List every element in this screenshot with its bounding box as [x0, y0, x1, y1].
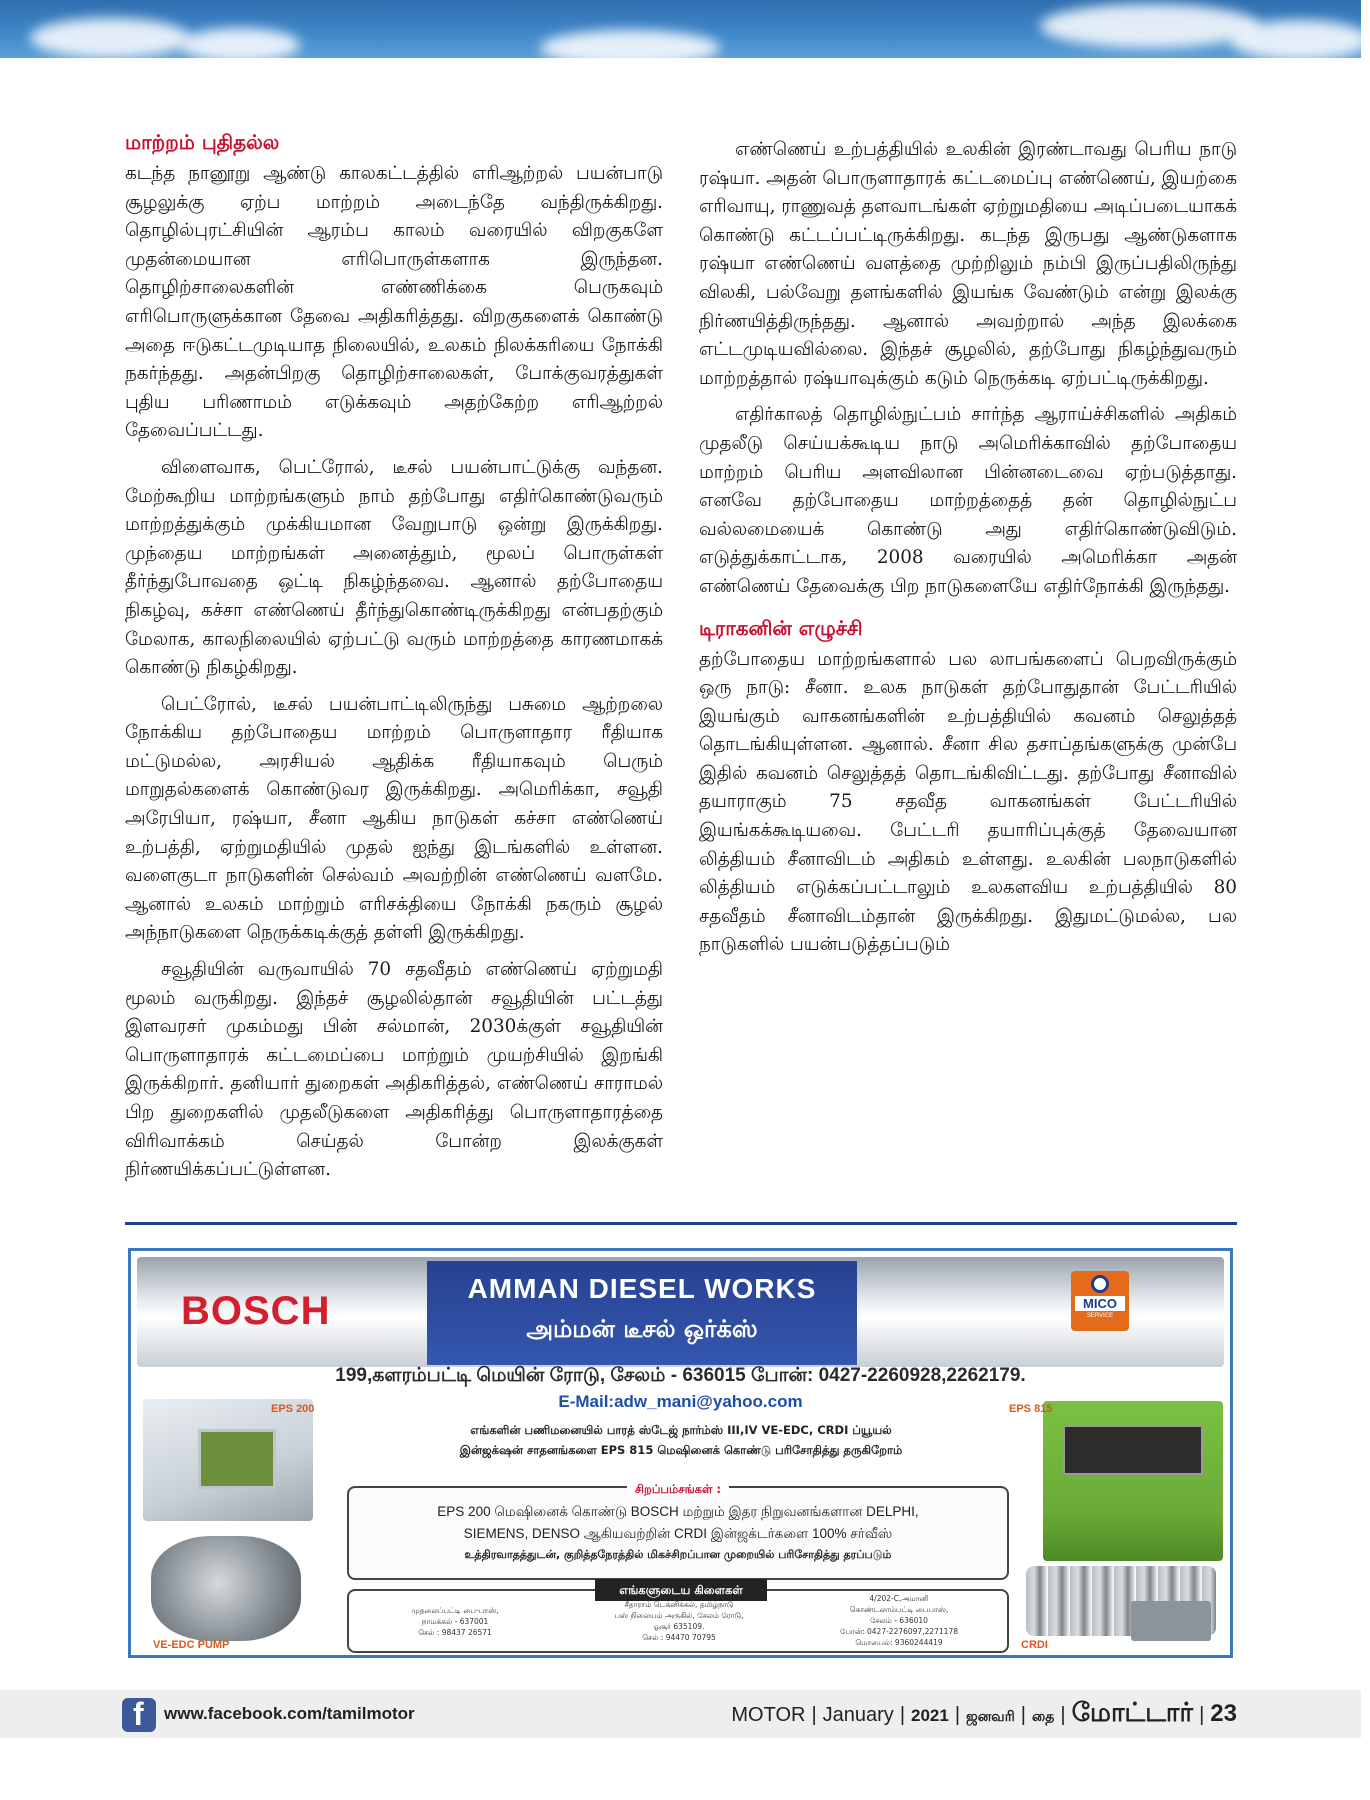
- page-folio: MOTOR | January | 2021 | ஜனவரி | தை | மோட்டார் | 23: [731, 1698, 1237, 1728]
- eps815-label: EPS 815: [1009, 1403, 1053, 1415]
- bosch-logo: BOSCH: [181, 1289, 331, 1333]
- eps200-machine-image: [143, 1399, 313, 1521]
- ad-address: 199,களரம்பட்டி மெயின் ரோடு, சேலம் - 636015 போன்: 0427-2260928,2262179.: [335, 1365, 1026, 1386]
- article-column-right: [699, 128, 1237, 960]
- paragraph: தற்போதைய மாற்றங்களால் பல லாபங்களைப் பெறவிருக்கும் ஒரு நாடு: சீனா. உலக நாடுகள் தற்போதுதான் பேட்டரியில் இயங்கும் வாகனங்களின் உற்பத்தியில் கவனம் செலுத்தத் தொடங்கியுள்ளன. ஆனால். சீனா சில தசாப்தங்களுக்கு முன்பே இதில் கவனம் செலுத்தத் தொடங்கிவிட்டது. தற்போது சீனாவில் தயாராகும் 75 சதவீத வாகனங்கள் பேட்டரியில் இயங்கக்கூடியவை. பேட்டரி தயாரிப்புக்குத் தேவையான லித்தியம் சீனாவிடம் அதிகம் உள்ளது. உலகின் பலநாடுகளில் லித்தியம் எடுக்கப்பட்டாலும் உலகளவிய உற்பத்தியில் 80 சதவீதம் சீனாவிடம்தான் இருக்கிறது. இதுமட்டுமல்ல, பல நாடுகளில் பயன்படுத்தப்படும்: [699, 648, 1237, 956]
- features-box: [347, 1482, 1009, 1580]
- paragraph: விளைவாக, பெட்ரோல், டீசல் பயன்பாட்டுக்கு வந்தன. மேற்கூறிய மாற்றங்களும் நாம் தற்போது எதிர்கொண்டுவரும் மாற்றத்துக்கும் முக்கியமான வேறுபாடு ஒன்று இருக்கிறது. முந்தைய மாற்றங்கள் அனைத்தும், மூலப் பொருள்கள் தீர்ந்துபோவதை ஒட்டி நிகழ்ந்தவை. ஆனால் தற்போதைய நிகழ்வு, கச்சா எண்ணெய் தீர்ந்துகொண்டிருக்கிறது என்பதற்கும் மேலாக, காலநிலையில் ஏற்பட்டு வரும் மாற்றத்தை காரணமாகக் கொண்டு நிகழ்கிறது.: [125, 456, 663, 679]
- ad-service-line: இன்ஜக்‌ஷன் சாதனங்களை EPS 815 மெஷினைக் கொண்டு பரிசோதித்து தருகிறோம்: [459, 1443, 903, 1457]
- paragraph: எதிர்காலத் தொழில்நுட்பம் சார்ந்த ஆராய்ச்சிகளில் அதிகம் முதலீடு செய்யக்கூடிய நாடு அமெரிக்காவில் தற்போதைய மாற்றம் பெரிய அளவிலான பின்னடைவை ஏற்படுத்தாது. எனவே தற்போதைய மாற்றத்தைத் தன் தொழில்நுட்ப வல்லமையைக் கொண்டு அது எதிர்கொண்டுவிடும். எடுத்துக்காட்டாக, 2008 வரையில் அமெரிக்கா அதன் எண்ணெய் தேவைக்கு பிற நாடுகளையே எதிர்நோக்கி இருந்தது.: [699, 404, 1237, 597]
- branch-namakkal: முதலைப்பட்டி பை-பாஸ், நாமக்கல் - 637001 செல் : 98437 26571: [411, 1606, 499, 1637]
- magazine-name: MOTOR: [731, 1704, 806, 1726]
- paragraph: பெட்ரோல், டீசல் பயன்பாட்டிலிருந்து பசுமை ஆற்றலை நோக்கிய தற்போதைய மாற்றம் பொருளாதார ரீதியாக மட்டுமல்ல, அரசியல் ஆதிக்க ரீதியாகவும் பெரும் மாறுதல்களைக் கொண்டுவர இருக்கிறது. அமெரிக்கா, சவூதி அரேபியா, ரஷ்யா, சீனா ஆகிய நாடுகள் கச்சா எண்ணெய் உற்பத்தி, ஏற்றுமதியில் முதல் ஐந்து இடங்களில் உள்ளன. வளைகுடா நாடுகளின் செல்வம் அவற்றின் எண்ணெய் வளமே. ஆனால் உலகம் மாற்றும் எரிசக்தியை நோக்கி நகரும் சூழல் அந்நாடுகளை நெருக்கடிக்குத் தள்ளி இருக்கிறது.: [125, 693, 663, 944]
- facebook-link[interactable]: www.facebook.com/tamilmotor: [164, 1704, 415, 1723]
- advertisement: [128, 1248, 1233, 1658]
- features-title: சிறப்பம்சங்கள் :: [627, 1482, 729, 1496]
- magazine-brand-ta: மோட்டார்: [1071, 1698, 1194, 1728]
- ad-email: E-Mail:adw_mani@yahoo.com: [558, 1392, 803, 1411]
- tamil-month: தை: [1031, 1709, 1055, 1725]
- branches-title: எங்களுடைய கிளைகள்: [595, 1579, 767, 1601]
- company-name-en: AMMAN DIESEL WORKS: [467, 1273, 817, 1304]
- ve-edc-label: VE-EDC PUMP: [153, 1639, 230, 1651]
- branches-box: [347, 1583, 1009, 1653]
- feature-line: உத்திரவாதத்துடன், குறித்தநேரத்தில் மிகச்சிறப்பான முறையில் பரிசோதித்து தரப்படும்: [464, 1548, 892, 1561]
- paragraph: கடந்த நானூறு ஆண்டு காலகட்டத்தில் எரிஆற்றல் பயன்பாடு சூழலுக்கு ஏற்ப மாற்றம் அடைந்தே வந்திருக்கிறது. தொழில்புரட்சியின் ஆரம்ப காலம் வரையில் விறகுகளே முதன்மையான எரிபொருள்களாக இருந்தன. தொழிற்சாலைகளின் எண்ணிக்கை பெருகவும் எரிபொருளுக்கான தேவை அதிகரித்தது. விறகுகளைக் கொண்டு அதை ஈடுகட்டமுடியாத நிலையில், உலகம் நிலக்கரியை நோக்கி நகர்ந்தது. அதன்பிறகு தொழிற்சாலைகள், போக்குவரத்துகள் புதிய பரிணாமம் எடுக்கவும் அதற்கேற்ற எரிஆற்றல் தேவைப்பட்டது.: [125, 163, 663, 442]
- feature-line: SIEMENS, DENSO ஆகியவற்றின் CRDI இன்ஜக்டர்களை 100% சர்வீஸ்: [463, 1526, 893, 1541]
- mico-ring-icon: [1091, 1275, 1109, 1293]
- eps200-label: EPS 200: [271, 1403, 315, 1415]
- divider-rule: [125, 1222, 1237, 1225]
- paragraph: எண்ணெய் உற்பத்தியில் உலகின் இரண்டாவது பெரிய நாடு ரஷ்யா. அதன் பொருளாதாரக் கட்டமைப்பு எண்ணெய், இயற்கை எரிவாயு, ராணுவத் தளவாடங்கள் ஏற்றுமதியை அடிப்படையாகக் கொண்டு கட்டப்பட்டிருக்கிறது. கடந்த இருபது ஆண்டுகளாக ரஷ்யா எண்ணெய் வளத்தை முற்றிலும் நம்பி இருப்பதிலிருந்து விலகி, பல்வேறு தளங்களில் இயங்க வேண்டும் என்று இலக்கு நிர்ணயித்திருந்தது. ஆனால் அவற்றால் அந்த இலக்கை எட்டமுடியவில்லை. இந்தச் சூழலில், தற்போது நிகழ்ந்துவரும் மாற்றத்தால் ரஷ்யாவுக்கும் கடும் நெருக்கடி ஏற்பட்டிருக்கிறது.: [699, 139, 1237, 389]
- branch-hosur: சீதாராம் டெக்னிக்கல், தமிழ்நாடு பஸ் நிலையம் அருகில், சேலம் ரோடு, ஓசூர் 635109. செல் : 94470 70795: [614, 1600, 744, 1642]
- mico-logo: [1071, 1271, 1129, 1331]
- section-heading: மாற்றம் புதிதல்ல: [125, 130, 280, 154]
- mico-logo-sub: SERVICE: [1086, 1313, 1114, 1319]
- issue-month: January: [822, 1704, 894, 1726]
- header-sky-banner: [0, 0, 1361, 58]
- ecu-image: [1131, 1601, 1211, 1641]
- issue-month-ta: ஜனவரி: [966, 1709, 1015, 1725]
- company-name-ta: அம்மன் டீசல் ஒர்க்ஸ்: [526, 1315, 758, 1343]
- eps815-machine-image: [1043, 1401, 1223, 1561]
- page-number: 23: [1210, 1700, 1237, 1727]
- paragraph: சவூதியின் வருவாயில் 70 சதவீதம் எண்ணெய் ஏற்றுமதி மூலம் வருகிறது. இந்தச் சூழலில்தான் சவூதியின் பட்டத்து இளவரசர் முகம்மது பின் சல்மான், 2030க்குள் சவூதியின் பொருளாதாரக் கட்டமைப்பை மாற்றும் முயற்சியில் இறங்கி இருக்கிறார். தனியார் துறைகள் அதிகரித்தல், எண்ணெய் சாராமல் பிற துறைகளில் முதலீடுகளை அதிகரித்து பொருளாதாரத்தை விரிவாக்கம் செய்தல் போன்ற இலக்குகள் நிர்ணயிக்கப்பட்டுள்ளன.: [125, 959, 663, 1181]
- facebook-icon[interactable]: f: [122, 1698, 156, 1732]
- branch-salem: 4/202-C,அமானி கொண்டலாம்பட்டி பைபாஸ், சேலம் - 636010 போன்: 0427-2276097,2271178 மொபைல்: 9360244419: [840, 1594, 958, 1647]
- ve-edc-pump-image: [151, 1536, 301, 1641]
- page-footer: [0, 1690, 1361, 1738]
- crdi-label: CRDI: [1021, 1639, 1048, 1651]
- mico-logo-text: MICO: [1075, 1296, 1125, 1311]
- company-banner: [427, 1261, 857, 1365]
- article-column-left: [125, 128, 663, 1181]
- issue-year: 2021: [911, 1706, 949, 1725]
- section-heading: டிராகனின் எழுச்சி: [699, 615, 863, 640]
- feature-line: EPS 200 மெஷினைக் கொண்டு BOSCH மற்றும் இதர நிறுவனங்களான DELPHI,: [437, 1504, 919, 1519]
- ad-service-line: எங்களின் பணிமனையில் பாரத் ஸ்டேஜ் நார்ம்ஸ் III,IV VE-EDC, CRDI ப்யூயல்: [470, 1423, 892, 1437]
